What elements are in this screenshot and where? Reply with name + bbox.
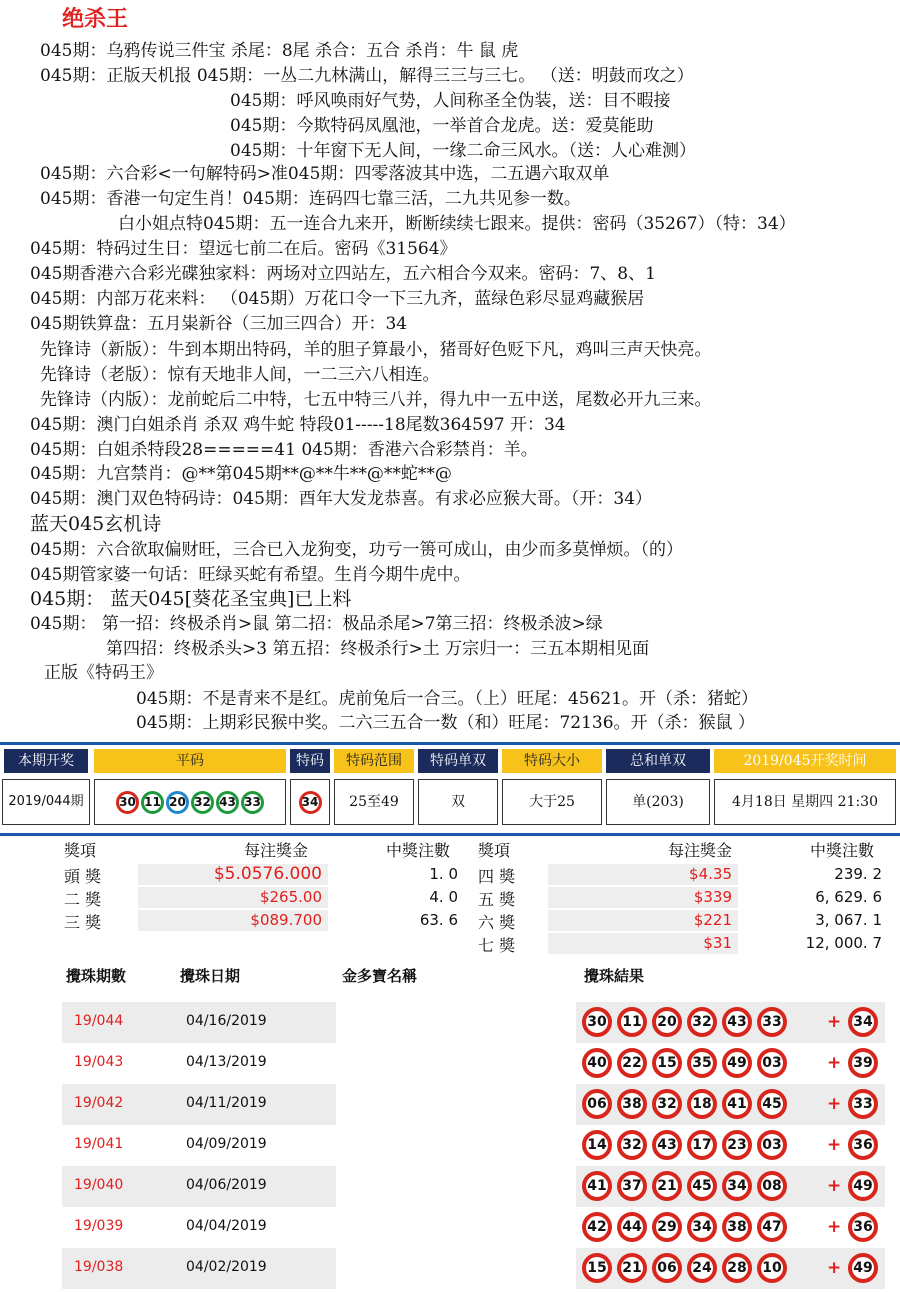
draw-period: 19/038 xyxy=(74,1259,124,1275)
special-number-ball: 36 xyxy=(848,1130,878,1160)
draw-name-cell xyxy=(336,1084,576,1125)
number-ball: 03 xyxy=(757,1048,787,1078)
header-special-number: 特码 xyxy=(290,749,330,773)
plus-sign: + xyxy=(827,1217,842,1237)
number-ball: 06 xyxy=(652,1253,682,1283)
number-ball: 49 xyxy=(722,1048,752,1078)
number-ball: 40 xyxy=(582,1048,612,1078)
current-period: 2019/044期 xyxy=(2,779,90,825)
number-ball: 30 xyxy=(582,1007,612,1037)
plus-sign: + xyxy=(827,1258,842,1278)
number-ball: 17 xyxy=(687,1130,717,1160)
text-line: 045期：澳门双色特码诗：045期：酉年大发龙恭喜。有求必应猴大哥。（开：34） xyxy=(30,489,653,509)
prize-header-item: 獎項 xyxy=(64,841,97,860)
special-number-ball: 49 xyxy=(848,1171,878,1201)
number-ball: 11 xyxy=(617,1007,647,1037)
draw-name-cell xyxy=(336,1166,576,1207)
number-ball: 43 xyxy=(216,791,239,814)
number-ball: 18 xyxy=(687,1089,717,1119)
draw-name-cell xyxy=(336,1125,576,1166)
number-ball: 14 xyxy=(582,1130,612,1160)
number-ball: 32 xyxy=(191,791,214,814)
prize-name: 二 獎 xyxy=(64,890,102,909)
text-line: 045期管家婆一句话：旺绿买蛇有希望。生肖今期牛虎中。 xyxy=(30,565,471,585)
number-ball: 43 xyxy=(652,1130,682,1160)
history-row xyxy=(62,1084,885,1125)
range-value: 25至49 xyxy=(334,779,414,825)
prize-amount: $5.0576.000 xyxy=(138,864,328,885)
prize-count: 1. 0 xyxy=(429,865,458,883)
draw-result xyxy=(582,1007,882,1039)
text-line: 先锋诗（内版）：龙前蛇后二中特，七五中特三八并，得九中一五中送，尾数必开九三来。 xyxy=(40,390,712,410)
prize-name: 四 獎 xyxy=(478,867,516,886)
number-ball: 03 xyxy=(757,1130,787,1160)
prize-amount: $4.35 xyxy=(548,864,738,885)
plus-sign: + xyxy=(827,1094,842,1114)
special-ball-cell xyxy=(290,779,330,825)
header-current-draw: 本期开奖 xyxy=(4,749,88,773)
prize-count: 63. 6 xyxy=(419,911,458,929)
header-next-draw-time: 2019/045开奖时间 xyxy=(714,749,896,773)
number-ball: 38 xyxy=(617,1089,647,1119)
prize-amount: $265.00 xyxy=(138,887,328,908)
history-row xyxy=(62,1125,885,1166)
number-ball: 34 xyxy=(687,1212,717,1242)
number-ball: 43 xyxy=(722,1007,752,1037)
text-line: 045期：白姐杀特段28=====41 045期：香港六合彩禁肖：羊。 xyxy=(30,440,538,460)
text-line: 045期：内部万花来料： （045期）万花口令一下三九齐，蓝绿色彩尽显鸡藏猴居 xyxy=(30,289,645,309)
draw-result xyxy=(582,1048,882,1080)
special-number-ball: 36 xyxy=(848,1212,878,1242)
draw-period: 19/042 xyxy=(74,1095,124,1111)
number-ball: 32 xyxy=(652,1089,682,1119)
number-ball: 38 xyxy=(722,1212,752,1242)
prize-amount: $31 xyxy=(548,933,738,954)
history-header-period: 攪珠期數 xyxy=(66,967,127,985)
draw-name-cell xyxy=(336,1002,576,1043)
draw-result xyxy=(582,1171,882,1203)
number-ball: 45 xyxy=(757,1089,787,1119)
text-line: 045期：澳门白姐杀肖 杀双 鸡牛蛇 特段01-----18尾数364597 开：34 xyxy=(30,415,566,435)
number-ball: 47 xyxy=(757,1212,787,1242)
history-row xyxy=(62,1002,885,1043)
prize-amount: $089.700 xyxy=(138,910,328,931)
number-ball: 10 xyxy=(757,1253,787,1283)
text-line: 先锋诗（老版）：惊有天地非人间，一二三六八相连。 xyxy=(40,365,440,385)
draw-name-cell xyxy=(336,1207,576,1248)
draw-name-cell xyxy=(336,1248,576,1289)
number-ball: 21 xyxy=(652,1171,682,1201)
draw-period: 19/044 xyxy=(74,1013,124,1029)
text-line: 045期铁算盘：五月粜新谷（三加三四合）开：34 xyxy=(30,314,408,334)
text-line: 045期：今欺特码凤凰池，一举首合龙虎。送：爱莫能助 xyxy=(230,116,654,136)
number-ball: 08 xyxy=(757,1171,787,1201)
draw-period: 19/040 xyxy=(74,1177,124,1193)
next-draw-time: 4月18日 星期四 21:30 xyxy=(714,779,896,825)
draw-date: 04/06/2019 xyxy=(186,1177,267,1193)
text-line: 045期：特码过生日：望远七前二在后。密码《31564》 xyxy=(30,239,457,259)
special-number-ball: 33 xyxy=(848,1089,878,1119)
prize-amount: $339 xyxy=(548,887,738,908)
special-number-ball: 39 xyxy=(848,1048,878,1078)
prize-header-count: 中獎注數 xyxy=(810,841,875,860)
prize-header-count: 中獎注數 xyxy=(386,841,451,860)
number-ball: 45 xyxy=(687,1171,717,1201)
text-line: 蓝天045玄机诗 xyxy=(30,513,162,535)
number-ball: 42 xyxy=(582,1212,612,1242)
history-row xyxy=(62,1207,885,1248)
number-ball: 30 xyxy=(116,791,139,814)
history-row xyxy=(62,1166,885,1207)
number-ball: 29 xyxy=(652,1212,682,1242)
prize-name: 六 獎 xyxy=(478,913,516,932)
special-number-ball: 34 xyxy=(299,791,322,814)
number-ball: 11 xyxy=(141,791,164,814)
prize-count: 12, 000. 7 xyxy=(805,934,882,952)
draw-date: 04/11/2019 xyxy=(186,1095,267,1111)
number-ball: 44 xyxy=(617,1212,647,1242)
number-ball: 15 xyxy=(582,1253,612,1283)
prize-header-amount: 每注獎金 xyxy=(244,841,309,860)
text-line: 正版《特码王》 xyxy=(44,663,163,683)
number-ball: 28 xyxy=(722,1253,752,1283)
number-ball: 32 xyxy=(687,1007,717,1037)
special-number-ball: 49 xyxy=(848,1253,878,1283)
text-line: 白小姐点特045期：五一连合九来开，断断续续七跟来。提供：密码（35267）（特：34） xyxy=(118,214,796,234)
prize-name: 三 獎 xyxy=(64,913,102,932)
text-line: 045期： 第一招：终极杀肖>鼠 第二招：极品杀尾>7第三招：终极杀波>绿 xyxy=(30,614,603,634)
number-ball: 32 xyxy=(617,1130,647,1160)
number-ball: 34 xyxy=(722,1171,752,1201)
header-sum-odd-even: 总和单双 xyxy=(606,749,710,773)
number-ball: 06 xyxy=(582,1089,612,1119)
draw-period: 19/041 xyxy=(74,1136,124,1152)
prize-name: 五 獎 xyxy=(478,890,516,909)
number-ball: 24 xyxy=(687,1253,717,1283)
plus-sign: + xyxy=(827,1135,842,1155)
number-ball: 33 xyxy=(241,791,264,814)
odd-even-value: 双 xyxy=(418,779,498,825)
history-header-date: 攪珠日期 xyxy=(180,967,241,985)
plus-sign: + xyxy=(827,1176,842,1196)
plus-sign: + xyxy=(827,1053,842,1073)
prize-amount: $221 xyxy=(548,910,738,931)
header-odd-even: 特码单双 xyxy=(418,749,498,773)
text-line: 045期：正版天机报 045期：一丛二九林满山，解得三三与三七。 （送：明鼓而攻之） xyxy=(40,66,694,86)
number-ball: 23 xyxy=(722,1130,752,1160)
header-size: 特码大小 xyxy=(502,749,602,773)
draw-date: 04/16/2019 xyxy=(186,1013,267,1029)
text-line: 045期：呼风唤雨好气势，人间称圣全伪装，送：目不暇接 xyxy=(230,91,671,111)
prize-count: 6, 629. 6 xyxy=(815,888,882,906)
text-line: 先锋诗（新版）：牛到本期出特码，羊的胆子算最小，猪哥好色贬下凡，鸡叫三声天快亮。 xyxy=(40,340,712,360)
number-ball: 41 xyxy=(582,1171,612,1201)
draw-period: 19/039 xyxy=(74,1218,124,1234)
text-line: 045期：上期彩民猴中奖。二六三五合一数（和）旺尾：72136。开（杀：猴鼠 ） xyxy=(136,713,755,733)
draw-name-cell xyxy=(336,1043,576,1084)
draw-date: 04/02/2019 xyxy=(186,1259,267,1275)
sum-odd-even-value: 单(203) xyxy=(606,779,710,825)
prize-count: 239. 2 xyxy=(834,865,882,883)
prize-header-item: 獎項 xyxy=(478,841,511,860)
text-line: 045期：不是青来不是红。虎前兔后一合三。（上）旺尾：45621。开（杀：猪蛇） xyxy=(136,689,759,709)
text-line: 045期：九宫禁肖：@**第045期**@**牛**@**蛇**@ xyxy=(30,464,452,484)
number-ball: 20 xyxy=(166,791,189,814)
draw-result xyxy=(582,1212,882,1244)
number-ball: 35 xyxy=(687,1048,717,1078)
number-ball: 21 xyxy=(617,1253,647,1283)
text-line: 045期：香港一句定生肖！045期：连码四七靠三活，二九共见参一数。 xyxy=(40,189,581,209)
number-ball: 37 xyxy=(617,1171,647,1201)
text-line: 045期香港六合彩光碟独家料：两场对立四站左，五六相合今双来。密码：7、8、1 xyxy=(30,264,656,284)
prize-name: 頭 獎 xyxy=(64,867,102,886)
size-value: 大于25 xyxy=(502,779,602,825)
prize-count: 4. 0 xyxy=(429,888,458,906)
number-ball: 20 xyxy=(652,1007,682,1037)
text-line: 第四招：终极杀头>3 第五招：终极杀行>土 万宗归一：三五本期相见面 xyxy=(106,639,650,659)
prize-header-amount: 每注獎金 xyxy=(668,841,733,860)
number-ball: 22 xyxy=(617,1048,647,1078)
header-normal-numbers: 平码 xyxy=(94,749,286,773)
result-table xyxy=(0,742,900,836)
plus-sign: + xyxy=(827,1012,842,1032)
history-row xyxy=(62,1248,885,1289)
number-ball: 15 xyxy=(652,1048,682,1078)
number-ball: 41 xyxy=(722,1089,752,1119)
prize-count: 3, 067. 1 xyxy=(815,911,882,929)
page-title: 绝杀王 xyxy=(62,6,129,32)
prize-name: 七 獎 xyxy=(478,936,516,955)
text-line: 045期： 蓝天045[葵花圣宝典]已上料 xyxy=(30,588,352,610)
normal-balls xyxy=(94,779,286,825)
number-ball: 33 xyxy=(757,1007,787,1037)
draw-result xyxy=(582,1130,882,1162)
draw-result xyxy=(582,1253,882,1285)
text-line: 045期：十年窗下无人间，一缘二命三风水。（送：人心难测） xyxy=(230,141,696,161)
draw-date: 04/13/2019 xyxy=(186,1054,267,1070)
draw-date: 04/04/2019 xyxy=(186,1218,267,1234)
history-row xyxy=(62,1043,885,1084)
text-line: 045期：六合欲取偏财旺，三合已入龙狗变，功亏一篑可成山，由少而多莫惮烦。（的） xyxy=(30,540,683,560)
special-number-ball: 34 xyxy=(848,1007,878,1037)
draw-result xyxy=(582,1089,882,1121)
header-range: 特码范围 xyxy=(334,749,414,773)
history-header-result: 攪珠結果 xyxy=(584,967,645,985)
text-line: 045期：六合彩<一句解特码>准045期：四零落波其中选，二五遇六取双单 xyxy=(40,164,610,184)
draw-date: 04/09/2019 xyxy=(186,1136,267,1152)
draw-period: 19/043 xyxy=(74,1054,124,1070)
text-line: 045期：乌鸦传说三件宝 杀尾：8尾 杀合：五合 杀肖：牛 鼠 虎 xyxy=(40,41,519,61)
history-header-name: 金多寶名稱 xyxy=(342,967,418,985)
